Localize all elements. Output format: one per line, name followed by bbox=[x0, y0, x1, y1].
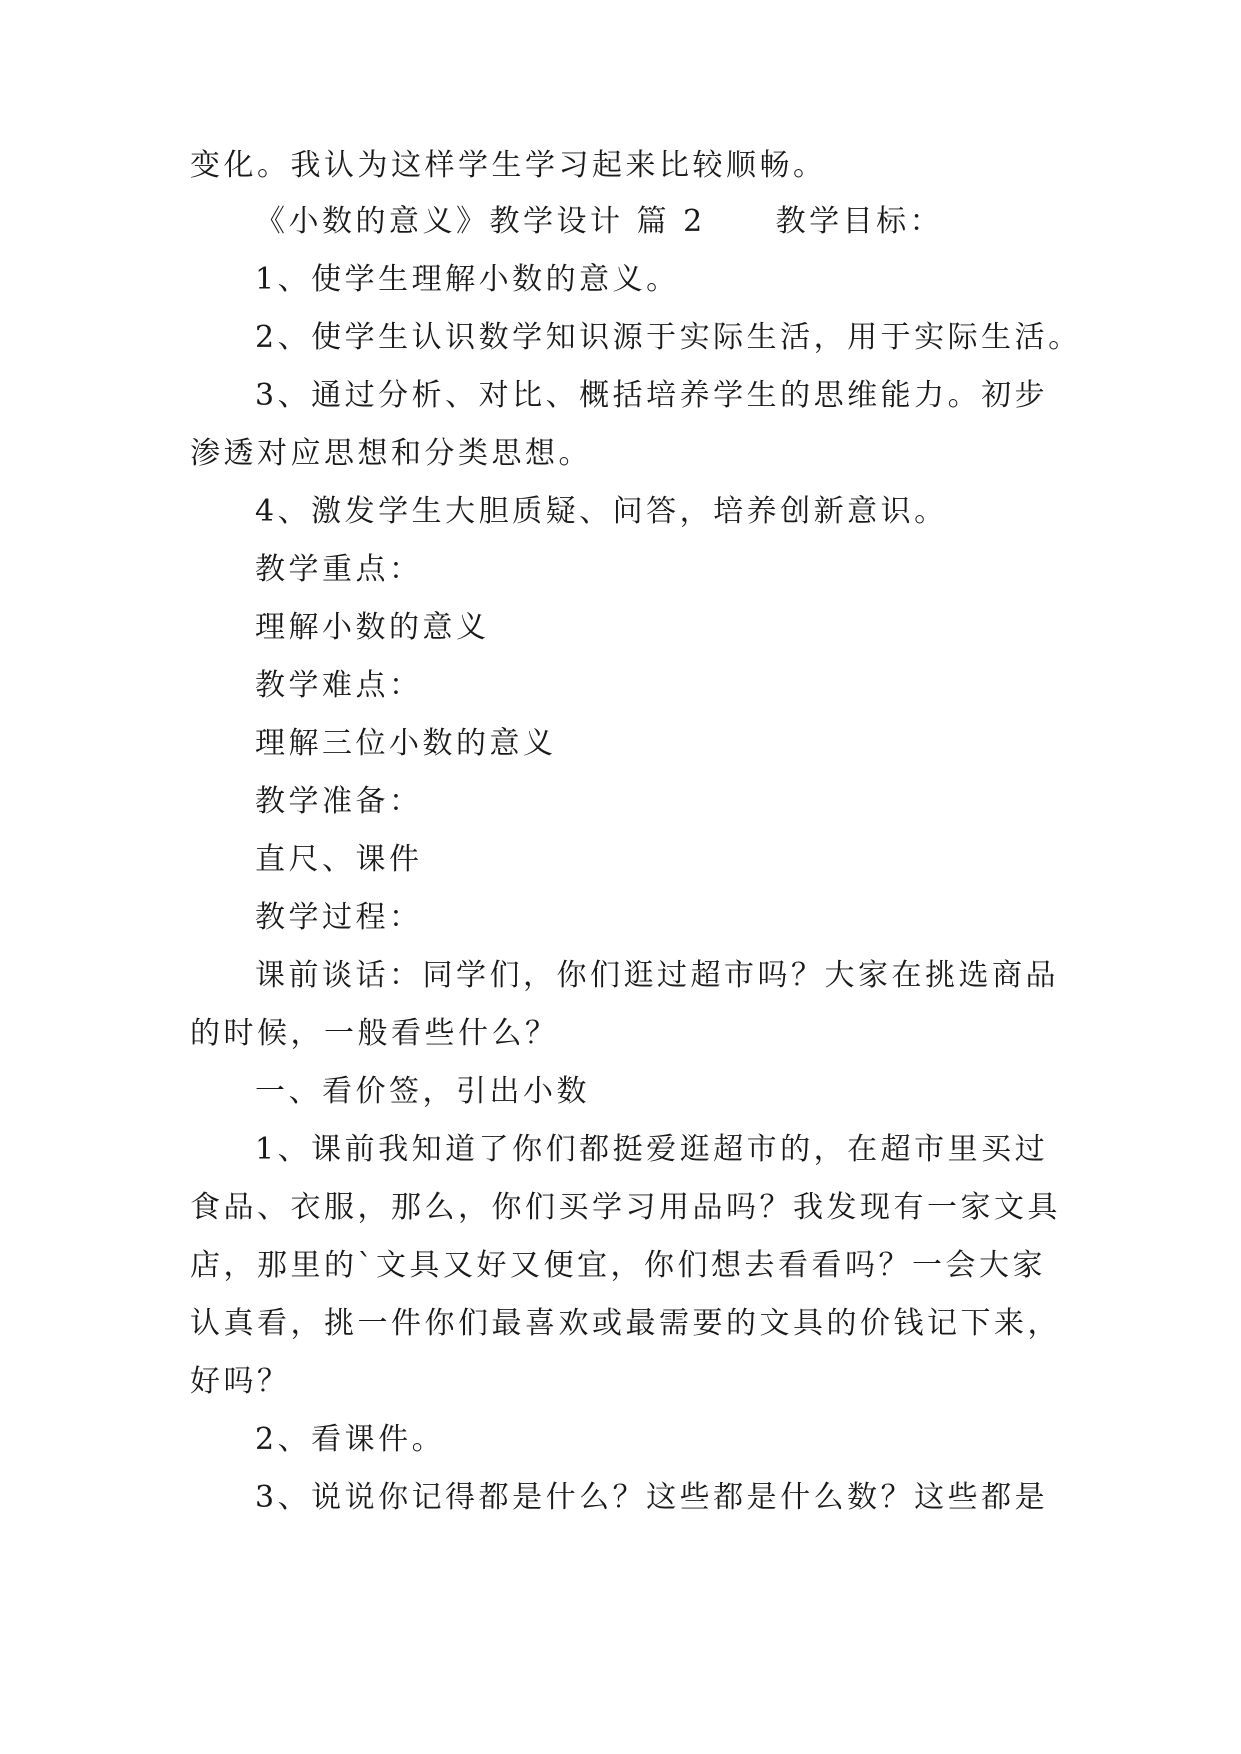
paragraph-line: 2、使学生认识数学知识源于实际生活，用于实际生活。 bbox=[255, 320, 1082, 355]
paragraph-line: 变化。我认为这样学生学习起来比较顺畅。 bbox=[190, 148, 827, 183]
paragraph-line: 的时候，一般看些什么？ bbox=[190, 1016, 559, 1051]
paragraph-line: 理解小数的意义 bbox=[255, 610, 490, 645]
paragraph-line: 教学准备： bbox=[255, 784, 423, 819]
paragraph-line: 一、看价签，引出小数 bbox=[255, 1074, 590, 1109]
paragraph-line: 教学过程： bbox=[255, 900, 423, 935]
paragraph-line: 直尺、课件 bbox=[255, 842, 423, 877]
section-heading bbox=[255, 202, 943, 242]
paragraph-line: 店，那里的`文具又好又便宜，你们想去看看吗？一会大家 bbox=[190, 1248, 1046, 1283]
paragraph-line: 好吗？ bbox=[190, 1364, 291, 1399]
paragraph-line: 教学难点： bbox=[255, 668, 423, 703]
section-subtitle: 教学目标： bbox=[775, 204, 944, 239]
paragraph-line: 4、激发学生大胆质疑、问答，培养创新意识。 bbox=[255, 494, 948, 529]
paragraph-line: 3、说说你记得都是什么？这些都是什么数？这些都是 bbox=[255, 1480, 1049, 1515]
paragraph-line: 1、使学生理解小数的意义。 bbox=[255, 262, 680, 297]
paragraph-line: 渗透对应思想和分类思想。 bbox=[190, 436, 592, 471]
paragraph-line: 认真看，挑一件你们最喜欢或最需要的文具的价钱记下来， bbox=[190, 1306, 1061, 1341]
paragraph-line: 食品、衣服，那么，你们买学习用品吗？我发现有一家文具 bbox=[190, 1190, 1061, 1225]
paragraph-line: 2、看课件。 bbox=[255, 1422, 446, 1457]
paragraph-line: 课前谈话：同学们，你们逛过超市吗？大家在挑选商品 bbox=[255, 958, 1059, 993]
paragraph-line: 理解三位小数的意义 bbox=[255, 726, 557, 761]
paragraph-line: 3、通过分析、对比、概括培养学生的思维能力。初步 bbox=[255, 378, 1049, 413]
paragraph-line: 1、课前我知道了你们都挺爱逛超市的，在超市里买过 bbox=[255, 1132, 1049, 1167]
paragraph-line: 教学重点： bbox=[255, 552, 423, 587]
section-title: 《小数的意义》教学设计 篇 2 bbox=[255, 204, 706, 239]
